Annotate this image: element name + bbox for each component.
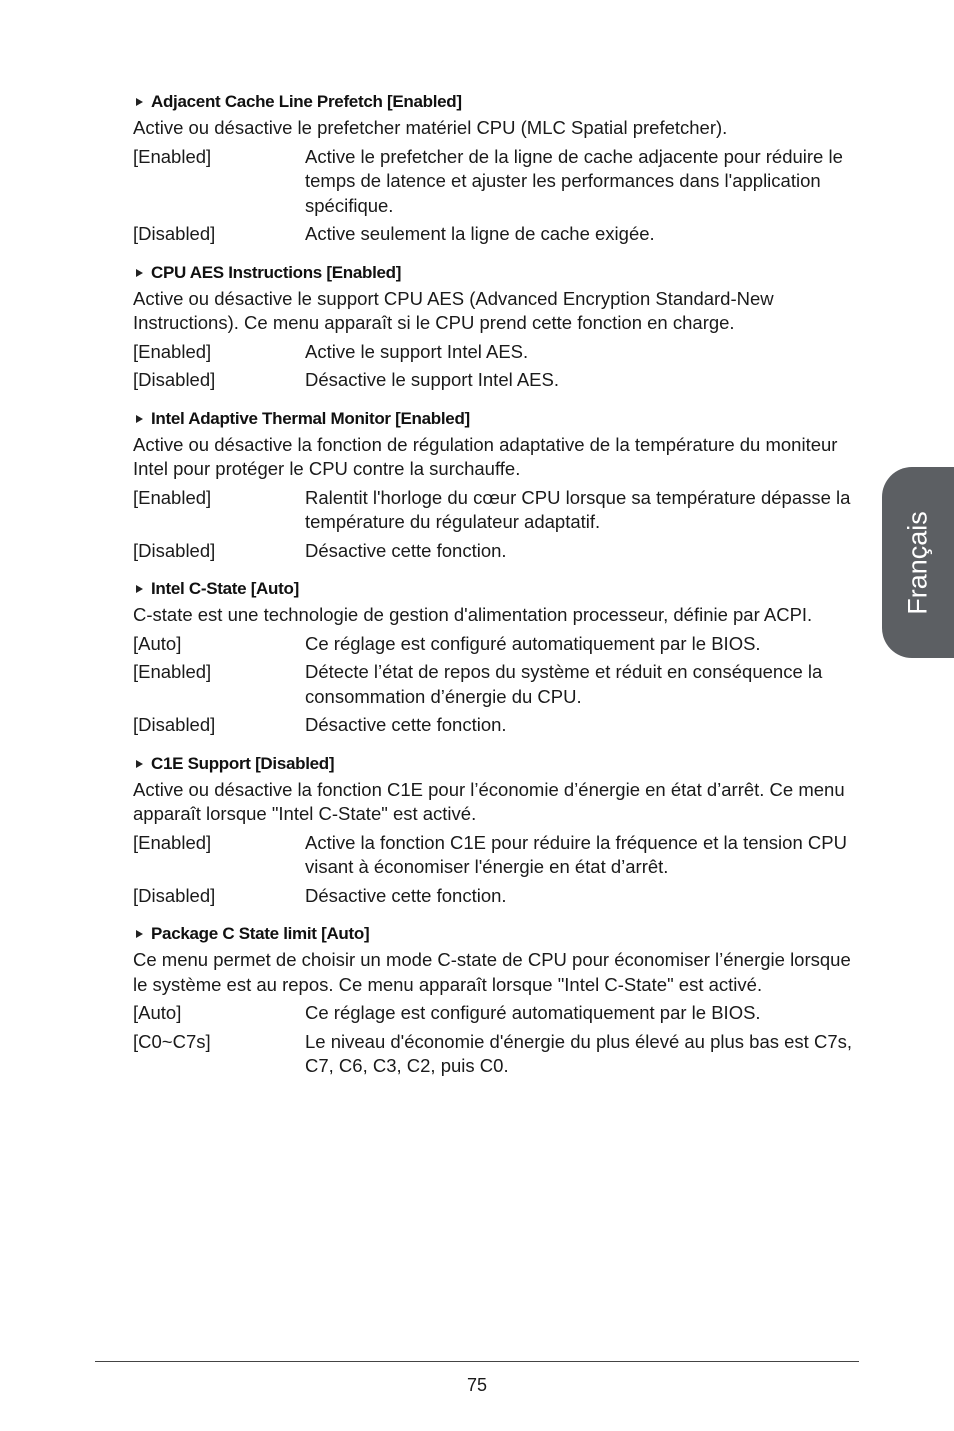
section-cpu-aes-instructions [133,260,863,393]
section-title: C1E Support [Disabled] [151,753,335,773]
option-row [133,340,863,365]
option-row [133,145,863,219]
option-row [133,632,863,657]
option-text: Ce réglage est configuré automatiquement par le BIOS. [305,1002,761,1023]
section-description: Active ou désactive le prefetcher matériel CPU (MLC Spatial prefetcher). [133,117,728,138]
triangle-bullet-icon [136,760,143,768]
option-key: [Disabled] [133,714,216,735]
triangle-bullet-icon [136,930,143,938]
option-key: [Enabled] [133,340,212,362]
option-text: Ralentit l'horloge du cœur CPU lorsque sa température dépasse la température du régulateur adaptatif. [305,486,851,532]
option-key: [Disabled] [133,223,216,244]
option-row [133,486,863,535]
triangle-bullet-icon [136,269,143,277]
option-row [133,884,863,909]
option-text: Désactive cette fonction. [305,884,507,906]
option-row [133,1030,863,1079]
option-text: Détecte l’état de repos du système et réduit en conséquence la consommation d’énergie du CPU. [305,661,823,707]
section-description: Active ou désactive la fonction C1E pour l’économie d’énergie en état d’arrêt. Ce menu apparaît lorsque "Intel C-State" est activé. [133,778,845,824]
section-title: Intel Adaptive Thermal Monitor [Enabled] [151,408,470,428]
option-row [133,713,863,738]
option-row [133,539,863,564]
option-text: Désactive cette fonction. [305,539,507,561]
section-title: Package C State limit [Auto] [151,924,370,943]
language-side-tab [882,467,954,658]
option-row [133,222,863,247]
option-row [133,1001,863,1026]
section-heading [133,576,863,602]
option-key: [Disabled] [133,884,216,906]
option-key: [Auto] [133,1002,182,1023]
section-heading [133,921,863,947]
option-key: [C0~C7s] [133,1030,211,1052]
section-heading [133,751,863,777]
section-title: CPU AES Instructions [Enabled] [151,262,402,282]
option-text: Active la fonction C1E pour réduire la fréquence et la tension CPU visant à économiser l'énergie en état d’arrêt. [305,831,847,877]
footer-divider [95,1361,859,1362]
section-c1e-support [133,751,863,909]
option-key: [Enabled] [133,661,212,682]
triangle-bullet-icon [136,585,143,593]
option-key: [Enabled] [133,486,212,508]
option-row [133,831,863,880]
option-key: [Enabled] [133,831,212,853]
option-key: [Disabled] [133,369,216,390]
option-row [133,368,863,393]
section-package-c-state-limit [133,921,863,1079]
option-key: [Disabled] [133,539,216,561]
section-description: Active ou désactive la fonction de régulation adaptative de la température du moniteur Intel pour protéger le CPU contre la surchauffe. [133,433,838,479]
section-heading [133,89,863,115]
section-description: Active ou désactive le support CPU AES (Advanced Encryption Standard-New Instructions). Ce menu apparaît si le CPU prend cette fonction en charge. [133,287,774,333]
option-key: [Auto] [133,632,182,654]
section-description: C-state est une technologie de gestion d'alimentation processeur, définie par ACPI. [133,604,813,625]
triangle-bullet-icon [136,415,143,423]
section-heading [133,260,863,286]
section-description: Ce menu permet de choisir un mode C-state de CPU pour économiser l’énergie lorsque le système est au repos. Ce menu apparaît lorsque "Intel C-State" est activé. [133,949,851,995]
section-title: Adjacent Cache Line Prefetch [Enabled] [151,92,462,111]
section-title: Intel C-State [Auto] [151,579,299,598]
option-row [133,660,863,709]
option-text: Active le prefetcher de la ligne de cache adjacente pour réduire le temps de latence et ajuster les performances dans l'application spécifique. [305,145,843,216]
option-text: Désactive cette fonction. [305,714,507,735]
option-text: Active seulement la ligne de cache exigée. [305,223,655,244]
section-intel-adaptive-thermal-monitor [133,406,863,564]
option-key: [Enabled] [133,145,212,167]
section-adjacent-cache-line-prefetch [133,89,863,247]
option-text: Désactive le support Intel AES. [305,369,559,390]
page-number: 75 [466,1375,488,1395]
manual-content [133,89,863,1092]
section-heading [133,406,863,432]
section-intel-c-state [133,576,863,738]
language-tab-label: Français [902,511,933,615]
option-text: Le niveau d'économie d'énergie du plus élevé au plus bas est C7s, C7, C6, C3, C2, puis C0. [305,1030,853,1076]
option-text: Ce réglage est configuré automatiquement par le BIOS. [305,632,761,654]
option-text: Active le support Intel AES. [305,340,529,362]
triangle-bullet-icon [136,98,143,106]
